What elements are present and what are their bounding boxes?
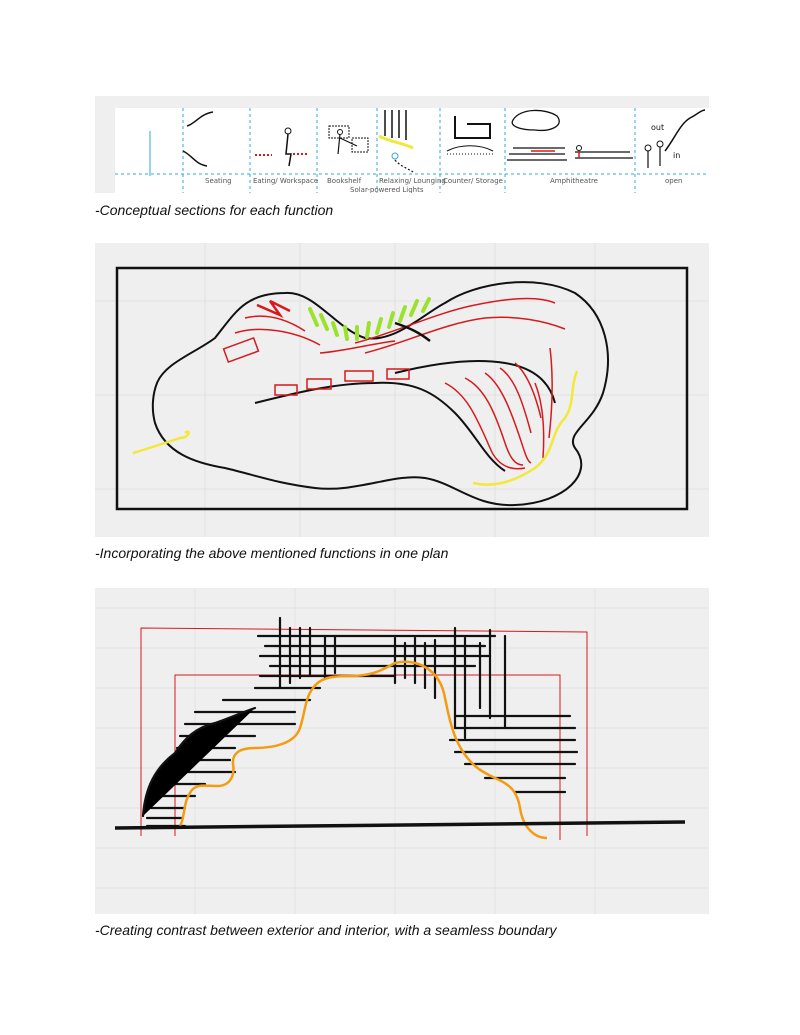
section-label-amphitheatre: Amphitheatre: [550, 177, 598, 185]
section-label-eating: Eating/ Workspace: [253, 177, 319, 185]
plan-outline: [153, 282, 608, 505]
contrast-sketch-panel: [95, 588, 709, 914]
site-boundary: [117, 268, 687, 509]
contrast-sketch: [95, 588, 709, 914]
exterior-hatching: [143, 618, 577, 826]
plan-sketch-panel: [95, 243, 709, 537]
section-label-bookshelf: Bookshelf: [327, 177, 362, 185]
plan-sketch: [95, 243, 709, 537]
figure-caption-1: -Conceptual sections for each function: [95, 202, 334, 218]
ground-line: [115, 822, 685, 828]
section-label-counter: Counter/ Storage: [443, 177, 503, 185]
sketch-word-out: out: [651, 123, 665, 132]
section-sub-label: Solar-powered Lights: [350, 186, 424, 193]
figure-caption-3: -Creating contrast between exterior and interior, with a seamless boundary: [95, 922, 557, 938]
grid: [95, 243, 709, 537]
sections-sketch-panel: [95, 96, 709, 193]
figure-caption-2: -Incorporating the above mentioned functions in one plan: [95, 545, 449, 561]
sections-sketch: [95, 96, 709, 193]
green-planting: [310, 299, 429, 339]
section-label-seating: Seating: [205, 177, 232, 185]
section-label-open: open: [665, 177, 683, 185]
section-label-relaxing: Relaxing/ Lounging: [379, 177, 446, 185]
sketch-word-in: in: [673, 151, 681, 160]
